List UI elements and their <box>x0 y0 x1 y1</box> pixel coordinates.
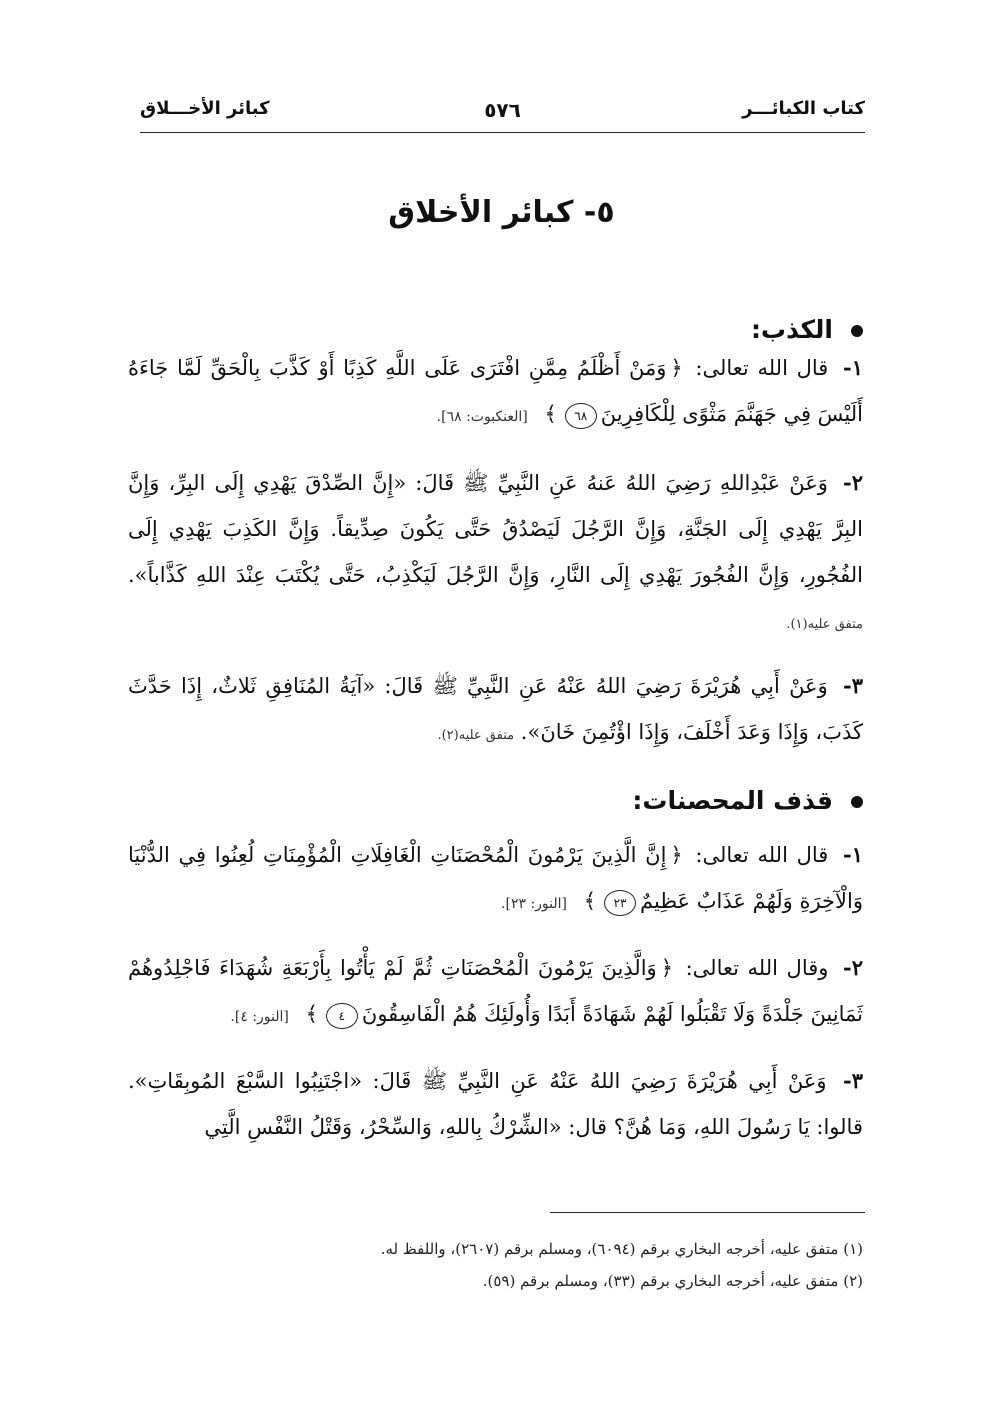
quran-open-bracket: ﴿ <box>670 843 683 867</box>
header-chapter-title: كبائر الأخـــلاق <box>140 98 270 119</box>
item-number: ١- <box>842 842 863 867</box>
hadith-text: وَعَنْ أَبِي هُرَيْرَةَ رَضِيَ اللهُ عَنْهُ عَنِ النَّبِيِّ ﷺ قَالَ: «اجْتَنِبُوا السَّبْعَ المُوبِقَاتِ». قالوا: يَا رَسُولَ اللهِ، وَمَا هُنَّ؟ قال: «الشِّرْكُ بِاللهِ، وَالسِّحْرُ، وَقَتْلُ النَّفْسِ الَّتِي <box>128 1069 863 1139</box>
footnote-divider <box>550 1212 865 1213</box>
list-item <box>128 1058 863 1150</box>
item-intro: وقال الله تعالى: <box>685 956 829 980</box>
list-item <box>128 345 863 440</box>
quran-verse: وَمَنْ أَظْلَمُ مِمَّنِ افْتَرَى عَلَى اللَّهِ كَذِبًا أَوْ كَذَّبَ بِالْحَقِّ لَمَّا جَاءَهُ أَلَيْسَ فِي جَهَنَّمَ مَثْوًى لِلْكَافِرِينَ <box>128 356 863 426</box>
header-book-title: كتاب الكبائـــر <box>742 98 865 119</box>
running-header <box>140 92 865 133</box>
ayah-number-icon: ٤ <box>326 1003 358 1029</box>
footnote-mark: (١). <box>786 617 808 632</box>
quran-verse: إِنَّ الَّذِينَ يَرْمُونَ الْمُحْصَنَاتِ الْغَافِلَاتِ الْمُؤْمِنَاتِ لُعِنُوا فِي الدُّنْيَا وَالْآخِرَةِ وَلَهُمْ عَذَابٌ عَظِيمٌ <box>128 843 863 913</box>
list-item <box>128 945 863 1040</box>
verse-reference: [النور: ٤]. <box>230 1009 289 1025</box>
footnote-mark: (٢). <box>437 728 459 743</box>
quran-open-bracket: ﴿ <box>660 956 673 980</box>
item-number: ١- <box>843 355 863 380</box>
section-title: قذف المحصنات: <box>632 786 833 815</box>
footnote: (٢) متفق عليه، أخرجه البخاري برقم (٣٣)، ومسلم برقم (٥٩). <box>482 1272 863 1290</box>
ayah-number-icon: ٢٣ <box>604 890 636 916</box>
ayah-number-icon: ٦٨ <box>565 403 597 429</box>
item-intro: قال الله تعالى: <box>695 356 829 380</box>
hadith-grade: متفق عليه <box>807 617 863 632</box>
verse-reference: [النور: ٢٣]. <box>501 896 568 912</box>
item-number: ٣- <box>843 673 863 698</box>
verse-reference: [العنكبوت: ٦٨]. <box>436 409 528 425</box>
quran-close-bracket: ﴾ <box>544 402 557 426</box>
hadith-text: وَعَنْ أَبِي هُرَيْرَةَ رَضِيَ اللهُ عَنْهُ عَنِ النَّبِيِّ ﷺ قَالَ: «آيَةُ المُنَافِقِ ثَلاثٌ، إِذَا حَدَّثَ كَذَبَ، وَإِذَا وَعَدَ أَخْلَفَ، وَإِذَا اؤْتُمِنَ خَانَ». <box>128 674 863 744</box>
quran-close-bracket: ﴾ <box>583 889 597 913</box>
section-heading-slander <box>632 786 863 815</box>
page-number: ٥٧٦ <box>484 98 521 122</box>
bullet-icon <box>851 796 863 808</box>
item-intro: قال الله تعالى: <box>695 843 829 867</box>
item-number: ٢- <box>843 470 863 495</box>
hadith-text: وَعَنْ عَبْدِاللهِ رَضِيَ اللهُ عَنهُ عَنِ النَّبِيِّ ﷺ قَالَ: «إِنَّ الصِّدْقَ يَهْدِي إِلَى البِرِّ، وَإِنَّ البِرَّ يَهْدِي إِلَى الجَنَّةِ، وَإِنَّ الرَّجُلَ لَيَصْدُقُ حَتَّى يَكُونَ صِدِّيقاً. وَإِنَّ الكَذِبَ يَهْدِي إِلَى الفُجُورِ، وَإِنَّ الفُجُورَ يَهْدِي إِلَى النَّارِ، وَإِنَّ الرَّجُلَ لَيَكْذِبُ، حَتَّى يُكْتَبَ عِنْدَ اللهِ كَذَّاباً». <box>128 471 863 587</box>
item-number: ٢- <box>843 955 863 980</box>
chapter-title: ٥- كبائر الأخلاق <box>388 195 615 230</box>
list-item <box>128 832 863 927</box>
footnote: (١) متفق عليه، أخرجه البخاري برقم (٦٠٩٤)، ومسلم برقم (٢٦٠٧)، واللفظ له. <box>380 1240 863 1258</box>
section-title: الكذب: <box>750 315 833 344</box>
item-number: ٣- <box>843 1068 863 1093</box>
section-heading-lying <box>751 315 863 344</box>
hadith-grade: متفق عليه <box>458 728 515 743</box>
list-item <box>128 663 863 759</box>
list-item <box>128 460 863 648</box>
quran-open-bracket: ﴿ <box>670 356 683 380</box>
bullet-icon <box>851 325 863 337</box>
quran-verse: وَالَّذِينَ يَرْمُونَ الْمُحْصَنَاتِ ثُمَّ لَمْ يَأْتُوا بِأَرْبَعَةِ شُهَدَاءَ فَاجْلِدُوهُمْ ثَمَانِينَ جَلْدَةً وَلَا تَقْبَلُوا لَهُمْ شَهَادَةً أَبَدًا وَأُولَئِكَ هُمُ الْفَاسِقُونَ <box>128 956 863 1026</box>
quran-close-bracket: ﴾ <box>305 1002 318 1026</box>
